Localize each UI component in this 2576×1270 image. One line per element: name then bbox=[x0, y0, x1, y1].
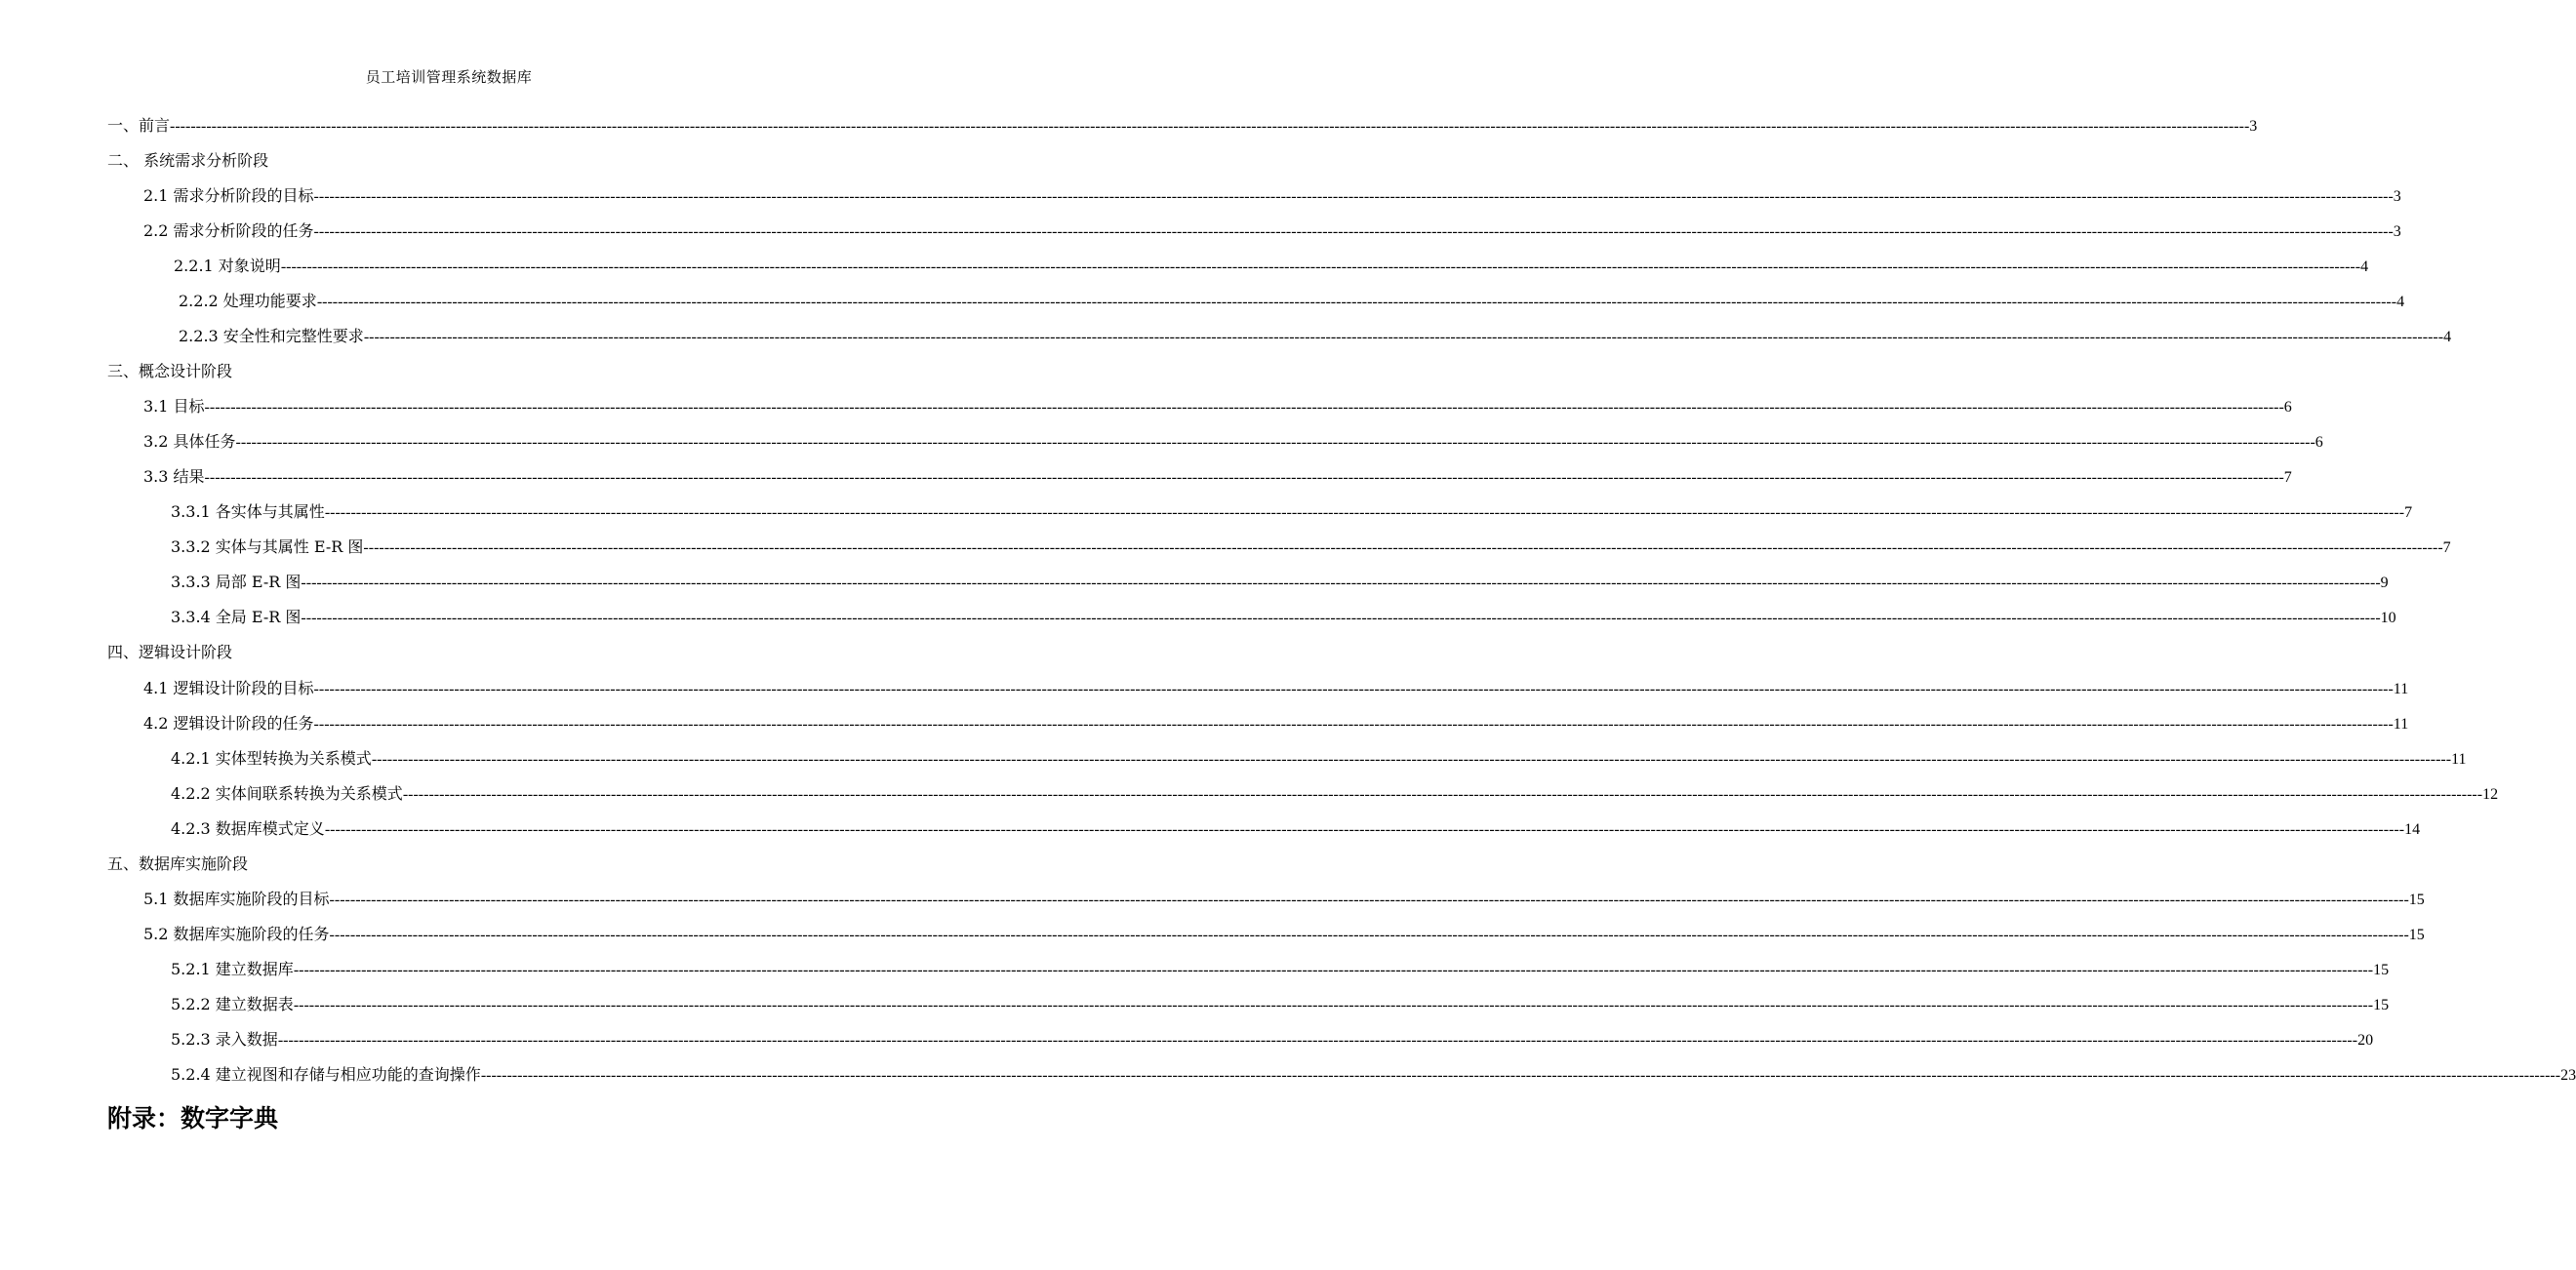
toc-dot-leader: ---------------------------------------------------------------------------------------------------------------------------------------------------------------------------------------------------------------------------------------------------------------------------------------------------------------------------------------------------------------------------------------------------------------- bbox=[402, 786, 2483, 803]
toc-entry[interactable] bbox=[143, 924, 2425, 945]
toc-entry-label: 3.3 结果 bbox=[143, 467, 205, 486]
toc-page-number: 3 bbox=[2393, 223, 2401, 240]
toc-page-number: 15 bbox=[2373, 962, 2390, 978]
toc-entry-label: 5.2.3 录入数据 bbox=[171, 1030, 278, 1049]
toc-page-number: 6 bbox=[2314, 434, 2323, 451]
toc-dot-leader: ---------------------------------------------------------------------------------------------------------------------------------------------------------------------------------------------------------------------------------------------------------------------------------------------------------------------------------------------------------------------------------------------------------------- bbox=[204, 469, 2284, 486]
toc-section-heading: 二、 系统需求分析阶段 bbox=[107, 151, 269, 170]
toc-section-heading: 四、逻辑设计阶段 bbox=[107, 643, 233, 661]
toc-entry[interactable] bbox=[171, 994, 2390, 1015]
toc-entry[interactable] bbox=[143, 466, 2292, 488]
toc-entry[interactable] bbox=[143, 396, 2292, 417]
toc-page-number: 20 bbox=[2357, 1032, 2374, 1049]
toc-page-number: 11 bbox=[2451, 751, 2467, 768]
toc-entry[interactable] bbox=[143, 889, 2425, 910]
toc-entry-label: 5.2.2 建立数据表 bbox=[171, 995, 294, 1013]
toc-dot-leader: ---------------------------------------------------------------------------------------------------------------------------------------------------------------------------------------------------------------------------------------------------------------------------------------------------------------------------------------------------------------------------------------------------------------- bbox=[313, 681, 2394, 697]
toc-page-number: 7 bbox=[2442, 539, 2451, 556]
toc-entry-label: 2.2 需求分析阶段的任务 bbox=[143, 221, 314, 240]
toc-entry-label: 2.2.3 安全性和完整性要求 bbox=[179, 327, 364, 345]
toc-dot-leader: ---------------------------------------------------------------------------------------------------------------------------------------------------------------------------------------------------------------------------------------------------------------------------------------------------------------------------------------------------------------------------------------------------------------- bbox=[293, 962, 2374, 978]
toc-entry-label: 4.2 逻辑设计阶段的任务 bbox=[143, 714, 314, 733]
toc-dot-leader: ---------------------------------------------------------------------------------------------------------------------------------------------------------------------------------------------------------------------------------------------------------------------------------------------------------------------------------------------------------------------------------------------------------------- bbox=[363, 329, 2444, 345]
toc-page-number: 23 bbox=[2560, 1067, 2576, 1084]
toc-dot-leader: ---------------------------------------------------------------------------------------------------------------------------------------------------------------------------------------------------------------------------------------------------------------------------------------------------------------------------------------------------------------------------------------------------------------- bbox=[324, 821, 2405, 838]
toc-entry-label: 2.2.2 处理功能要求 bbox=[179, 292, 317, 310]
toc-page-number: 11 bbox=[2393, 681, 2409, 697]
toc-entry[interactable] bbox=[143, 678, 2409, 699]
toc-dot-leader: ---------------------------------------------------------------------------------------------------------------------------------------------------------------------------------------------------------------------------------------------------------------------------------------------------------------------------------------------------------------------------------------------------------------- bbox=[324, 504, 2405, 521]
toc-entry[interactable] bbox=[171, 748, 2467, 770]
toc-entry-label: 4.2.1 实体型转换为关系模式 bbox=[171, 749, 372, 768]
toc-dot-leader: ---------------------------------------------------------------------------------------------------------------------------------------------------------------------------------------------------------------------------------------------------------------------------------------------------------------------------------------------------------------------------------------------------------------- bbox=[277, 1032, 2358, 1049]
toc-entry[interactable] bbox=[171, 607, 2396, 628]
toc-page-number: 15 bbox=[2408, 892, 2425, 908]
toc-entry[interactable] bbox=[171, 818, 2421, 840]
toc-dot-leader: ---------------------------------------------------------------------------------------------------------------------------------------------------------------------------------------------------------------------------------------------------------------------------------------------------------------------------------------------------------------------------------------------------------------- bbox=[301, 610, 2381, 626]
toc-entry[interactable] bbox=[143, 713, 2409, 734]
toc-entry[interactable] bbox=[143, 431, 2323, 453]
document-header: 员工培训管理系统数据库 bbox=[365, 68, 533, 86]
toc-entry[interactable] bbox=[171, 1064, 2576, 1086]
toc-section-heading: 五、数据库实施阶段 bbox=[107, 854, 249, 873]
toc-dot-leader: ---------------------------------------------------------------------------------------------------------------------------------------------------------------------------------------------------------------------------------------------------------------------------------------------------------------------------------------------------------------------------------------------------------------- bbox=[170, 118, 2250, 135]
toc-entry[interactable] bbox=[179, 326, 2452, 347]
toc-entry-label: 4.2.3 数据库模式定义 bbox=[171, 819, 325, 838]
toc-page-number: 15 bbox=[2373, 997, 2390, 1013]
toc-dot-leader: ---------------------------------------------------------------------------------------------------------------------------------------------------------------------------------------------------------------------------------------------------------------------------------------------------------------------------------------------------------------------------------------------------------------- bbox=[371, 751, 2452, 768]
toc-dot-leader: ---------------------------------------------------------------------------------------------------------------------------------------------------------------------------------------------------------------------------------------------------------------------------------------------------------------------------------------------------------------------------------------------------------------- bbox=[301, 575, 2381, 591]
toc-entry-label: 4.1 逻辑设计阶段的目标 bbox=[143, 679, 314, 697]
toc-dot-leader: ---------------------------------------------------------------------------------------------------------------------------------------------------------------------------------------------------------------------------------------------------------------------------------------------------------------------------------------------------------------------------------------------------------------- bbox=[313, 188, 2394, 205]
toc-page-number: 15 bbox=[2408, 927, 2425, 943]
toc-entry-label: 4.2.2 实体间联系转换为关系模式 bbox=[171, 784, 403, 803]
toc-entry[interactable] bbox=[143, 185, 2401, 207]
toc-entry-label: 5.2.4 建立视图和存储与相应功能的查询操作 bbox=[171, 1065, 481, 1084]
toc-page-number: 4 bbox=[2396, 294, 2405, 310]
toc-entry-label: 3.3.3 局部 E-R 图 bbox=[171, 573, 302, 591]
toc-entry-label: 3.1 目标 bbox=[143, 397, 205, 416]
toc-page-number: 7 bbox=[2404, 504, 2413, 521]
toc-entry-label: 2.1 需求分析阶段的目标 bbox=[143, 186, 314, 205]
toc-page-number: 6 bbox=[2283, 399, 2292, 416]
toc-entry-label: 3.3.1 各实体与其属性 bbox=[171, 502, 325, 521]
toc-entry[interactable] bbox=[179, 291, 2405, 312]
toc-entry[interactable] bbox=[174, 256, 2369, 277]
toc-dot-leader: ---------------------------------------------------------------------------------------------------------------------------------------------------------------------------------------------------------------------------------------------------------------------------------------------------------------------------------------------------------------------------------------------------------------- bbox=[480, 1067, 2561, 1084]
toc-dot-leader: ---------------------------------------------------------------------------------------------------------------------------------------------------------------------------------------------------------------------------------------------------------------------------------------------------------------------------------------------------------------------------------------------------------------- bbox=[280, 258, 2361, 275]
toc-page-number: 7 bbox=[2283, 469, 2292, 486]
toc-entry[interactable] bbox=[171, 572, 2389, 593]
toc-entry-label: 3.3.4 全局 E-R 图 bbox=[171, 608, 302, 626]
toc-dot-leader: ---------------------------------------------------------------------------------------------------------------------------------------------------------------------------------------------------------------------------------------------------------------------------------------------------------------------------------------------------------------------------------------------------------------- bbox=[329, 927, 2409, 943]
toc-entry-label: 5.2 数据库实施阶段的任务 bbox=[143, 925, 330, 943]
toc-entry-label: 5.1 数据库实施阶段的目标 bbox=[143, 890, 330, 908]
toc-dot-leader: ---------------------------------------------------------------------------------------------------------------------------------------------------------------------------------------------------------------------------------------------------------------------------------------------------------------------------------------------------------------------------------------------------------------- bbox=[313, 223, 2394, 240]
toc-section-heading: 三、概念设计阶段 bbox=[107, 362, 233, 380]
toc-entry[interactable] bbox=[171, 501, 2413, 523]
toc-page-number: 12 bbox=[2482, 786, 2499, 803]
toc-page-number: 4 bbox=[2443, 329, 2452, 345]
toc-entry-label: 3.3.2 实体与其属性 E-R 图 bbox=[171, 537, 364, 556]
toc-entry[interactable] bbox=[171, 959, 2390, 980]
toc-entry[interactable] bbox=[143, 220, 2401, 242]
toc-dot-leader: ---------------------------------------------------------------------------------------------------------------------------------------------------------------------------------------------------------------------------------------------------------------------------------------------------------------------------------------------------------------------------------------------------------------- bbox=[363, 539, 2443, 556]
toc-page-number: 10 bbox=[2380, 610, 2396, 626]
toc-entry-label: 一、前言 bbox=[107, 116, 171, 135]
toc-page-number: 11 bbox=[2393, 716, 2409, 733]
toc-dot-leader: ---------------------------------------------------------------------------------------------------------------------------------------------------------------------------------------------------------------------------------------------------------------------------------------------------------------------------------------------------------------------------------------------------------------- bbox=[235, 434, 2315, 451]
toc-dot-leader: ---------------------------------------------------------------------------------------------------------------------------------------------------------------------------------------------------------------------------------------------------------------------------------------------------------------------------------------------------------------------------------------------------------------- bbox=[313, 716, 2394, 733]
toc-dot-leader: ---------------------------------------------------------------------------------------------------------------------------------------------------------------------------------------------------------------------------------------------------------------------------------------------------------------------------------------------------------------------------------------------------------------- bbox=[329, 892, 2409, 908]
toc-dot-leader: ---------------------------------------------------------------------------------------------------------------------------------------------------------------------------------------------------------------------------------------------------------------------------------------------------------------------------------------------------------------------------------------------------------------- bbox=[293, 997, 2374, 1013]
toc-page-number: 9 bbox=[2380, 575, 2389, 591]
toc-entry[interactable] bbox=[171, 783, 2499, 805]
toc-page-number: 3 bbox=[2249, 118, 2258, 135]
toc-entry-label: 5.2.1 建立数据库 bbox=[171, 960, 294, 978]
toc-entry-label: 3.2 具体任务 bbox=[143, 432, 236, 451]
toc-entry[interactable] bbox=[171, 536, 2451, 558]
toc-page-number: 14 bbox=[2404, 821, 2421, 838]
toc-entry[interactable] bbox=[171, 1029, 2374, 1051]
toc-page-number: 4 bbox=[2360, 258, 2369, 275]
toc-entry[interactable] bbox=[107, 115, 2258, 137]
toc-page-number: 3 bbox=[2393, 188, 2401, 205]
toc-dot-leader: ---------------------------------------------------------------------------------------------------------------------------------------------------------------------------------------------------------------------------------------------------------------------------------------------------------------------------------------------------------------------------------------------------------------- bbox=[204, 399, 2284, 416]
appendix-heading: 附录：数字字典 bbox=[107, 1104, 279, 1132]
toc-dot-leader: ---------------------------------------------------------------------------------------------------------------------------------------------------------------------------------------------------------------------------------------------------------------------------------------------------------------------------------------------------------------------------------------------------------------- bbox=[316, 294, 2397, 310]
toc-entry-label: 2.2.1 对象说明 bbox=[174, 257, 281, 275]
